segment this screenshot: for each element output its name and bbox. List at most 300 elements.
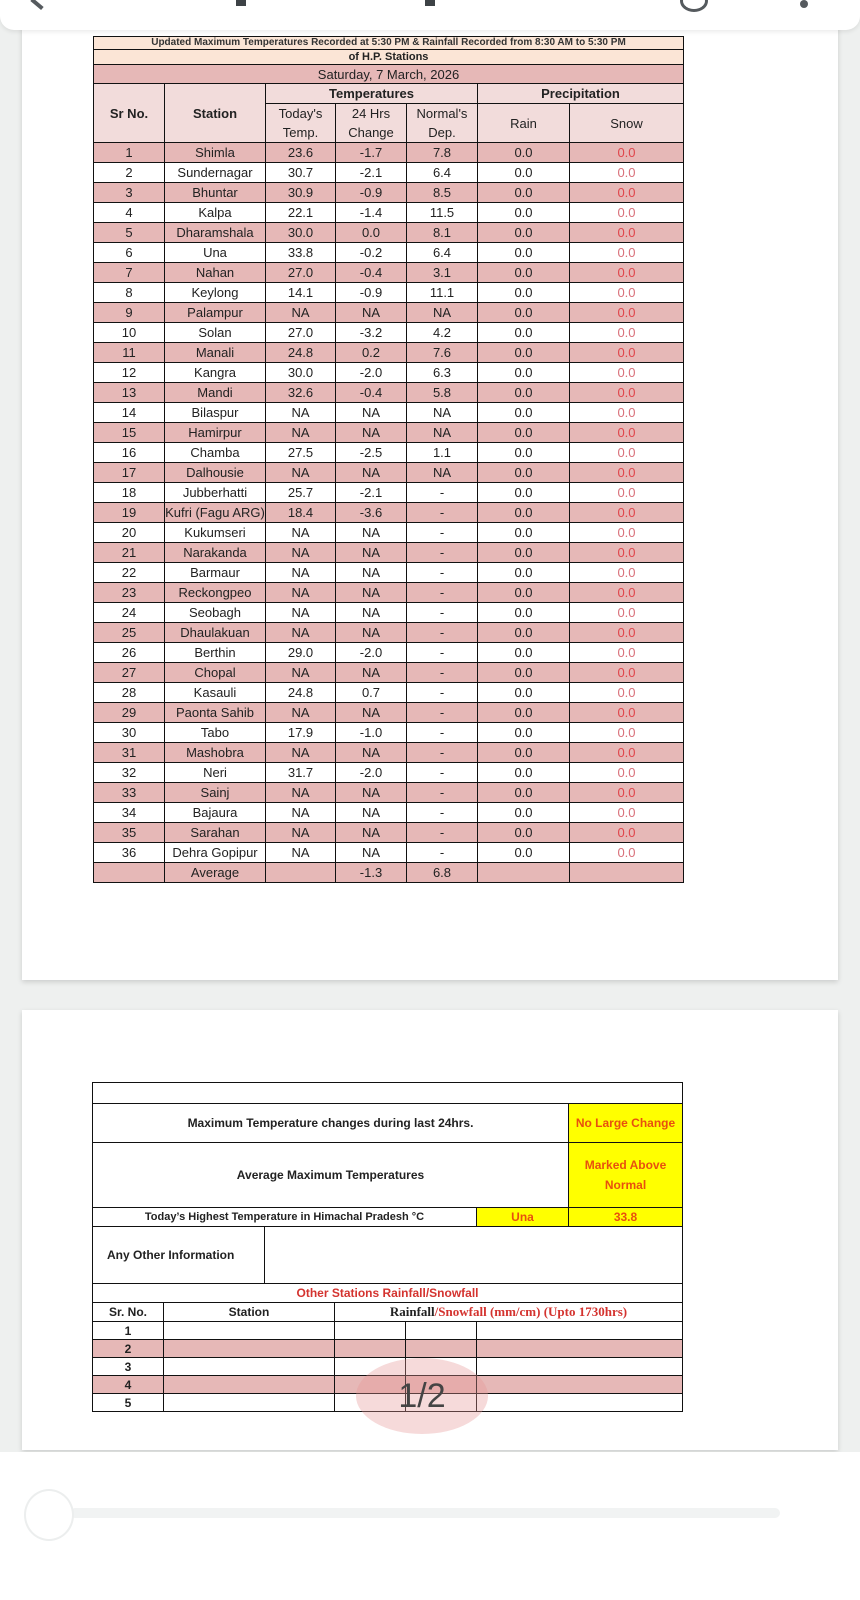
cell-todays-temp: 18.4 [266,503,336,523]
cell-normals-dep: NA [407,463,478,483]
cell-rain: 0.0 [478,563,570,583]
cell-todays-temp: NA [266,563,336,583]
cell-todays-temp: 27.0 [266,263,336,283]
cell-24hrs-change: -3.2 [336,323,407,343]
cell-sr-no: 1 [94,143,165,163]
cell-snow: 0.0 [570,283,684,303]
other-remarks-cell [477,1340,683,1358]
cell-todays-temp: NA [266,843,336,863]
cell-24hrs-change: 0.0 [336,223,407,243]
cell-rain: 0.0 [478,263,570,283]
cell-rain: 0.0 [478,283,570,303]
cell-snow: 0.0 [570,703,684,723]
cell-normals-dep: - [407,663,478,683]
table-row [94,523,684,543]
cell-station: Kukumseri [165,523,266,543]
cell-station: Shimla [165,143,266,163]
cell-sr-no: 23 [94,583,165,603]
other-snowfall-cell [406,1340,477,1358]
back-arrow-icon[interactable] [30,0,43,10]
page-scrollbar-thumb[interactable] [24,1489,74,1541]
cell-normals-dep: 6.4 [407,243,478,263]
cell-normals-dep: - [407,643,478,663]
header-todays-temp: Today's Temp. [266,104,336,143]
cell-rain: 0.0 [478,443,570,463]
cell-24hrs-change: NA [336,603,407,623]
other-info-row [93,1227,683,1284]
table-row [94,343,684,363]
cell-todays-temp: NA [266,823,336,843]
cell-sr-no: 26 [94,643,165,663]
cell-snow: 0.0 [570,223,684,243]
table-row [94,423,684,443]
cell-todays-temp: 29.0 [266,643,336,663]
cell-24hrs-change: NA [336,703,407,723]
cell-sr-no: 21 [94,543,165,563]
table-row [94,183,684,203]
cell-snow: 0.0 [570,783,684,803]
cell-rain: 0.0 [478,643,570,663]
average-label: Average [165,863,266,883]
table-row [94,723,684,743]
cell-normals-dep: - [407,563,478,583]
cell-rain: 0.0 [478,743,570,763]
cell-snow: 0.0 [570,243,684,263]
other-station-cell [164,1340,335,1358]
cell-normals-dep: - [407,483,478,503]
cell-snow: 0.0 [570,823,684,843]
units-label: (mm/cm) (Upto 1730hrs) [486,1304,628,1319]
cell-normals-dep: 6.3 [407,363,478,383]
cell-normals-dep: 7.6 [407,343,478,363]
cell-station: Sainj [165,783,266,803]
cell-normals-dep: NA [407,423,478,443]
table-row [94,823,684,843]
cell-normals-dep: 11.1 [407,283,478,303]
cell-station: Bhuntar [165,183,266,203]
cell-rain: 0.0 [478,243,570,263]
cell-sr-no: 32 [94,763,165,783]
header-rain: Rain [478,104,570,143]
cell-snow: 0.0 [570,163,684,183]
cell-normals-dep: 6.4 [407,163,478,183]
cell-snow: 0.0 [570,383,684,403]
cell-24hrs-change: 0.2 [336,343,407,363]
table-row [94,803,684,823]
cell-todays-temp: NA [266,583,336,603]
cell-normals-dep: - [407,723,478,743]
cell-station: Dalhousie [165,463,266,483]
cell-rain: 0.0 [478,483,570,503]
cell-snow: 0.0 [570,603,684,623]
cell-station: Una [165,243,266,263]
cell-24hrs-change: NA [336,403,407,423]
cell-normals-dep: - [407,603,478,623]
cell-sr-no: 20 [94,523,165,543]
cell-24hrs-change: 0.7 [336,683,407,703]
cell-sr-no: 9 [94,303,165,323]
cell-normals-dep: NA [407,403,478,423]
cell-normals-dep: - [407,623,478,643]
cell-normals-dep: 7.8 [407,143,478,163]
cell-snow: 0.0 [570,463,684,483]
cell-sr-no: 2 [94,163,165,183]
cell-rain: 0.0 [478,583,570,603]
cell-rain: 0.0 [478,403,570,423]
cell-todays-temp: 25.7 [266,483,336,503]
cell-24hrs-change: NA [336,743,407,763]
cell-sr-no: 5 [94,223,165,243]
other-snowfall-cell [406,1322,477,1340]
cell-todays-temp: NA [266,603,336,623]
cell-snow: 0.0 [570,743,684,763]
cell-sr-no: 16 [94,443,165,463]
cell-sr-no: 25 [94,623,165,643]
cell-todays-temp: NA [266,303,336,323]
header-snow: Snow [570,104,684,143]
cell-station: Seobagh [165,603,266,623]
cell-sr-no: 15 [94,423,165,443]
cell-24hrs-change: NA [336,823,407,843]
cell-todays-temp: NA [266,623,336,643]
cell-station: Kalpa [165,203,266,223]
report-title-row [94,37,684,50]
other-stations-title-row [93,1284,683,1303]
cell-sr-no: 28 [94,683,165,703]
cell-snow: 0.0 [570,403,684,423]
other-sr-no: 5 [93,1394,164,1412]
cell-rain: 0.0 [478,343,570,363]
cell-todays-temp: 27.0 [266,323,336,343]
cell-station: Neri [165,763,266,783]
cell-normals-dep: 8.1 [407,223,478,243]
cell-todays-temp: 24.8 [266,683,336,703]
table-row [94,603,684,623]
cell-station: Reckongpeo [165,583,266,603]
cell-station: Mandi [165,383,266,403]
report-date: Saturday, 7 March, 2026 [94,65,684,84]
cell-rain: 0.0 [478,223,570,243]
table-row [94,583,684,603]
table-row [94,143,684,163]
table-row [94,283,684,303]
other-rainfall-cell [335,1340,406,1358]
cell-station: Mashobra [165,743,266,763]
cell-sr-no: 10 [94,323,165,343]
cell-24hrs-change: -0.9 [336,183,407,203]
cell-empty [266,863,336,883]
cell-rain: 0.0 [478,543,570,563]
cell-normals-dep: - [407,703,478,723]
cell-sr-no: 24 [94,603,165,623]
cell-sr-no: 7 [94,263,165,283]
cell-snow: 0.0 [570,483,684,503]
cell-todays-temp: 14.1 [266,283,336,303]
document-page-1 [22,20,838,980]
table-row [94,683,684,703]
page-scrollbar-track[interactable] [70,1508,780,1518]
cell-rain: 0.0 [478,783,570,803]
cell-rain: 0.0 [478,363,570,383]
cell-todays-temp: NA [266,783,336,803]
cell-sr-no: 22 [94,563,165,583]
cell-todays-temp: 30.7 [266,163,336,183]
cell-snow: 0.0 [570,363,684,383]
cell-normals-dep: 1.1 [407,443,478,463]
cell-normals-dep: - [407,583,478,603]
other-station-cell [164,1376,335,1394]
cell-rain: 0.0 [478,843,570,863]
table-row [94,743,684,763]
other-station-cell [164,1322,335,1340]
cell-normals-dep: - [407,543,478,563]
other-sr-no-header: Sr. No. [93,1303,164,1322]
cell-sr-no: 3 [94,183,165,203]
cell-24hrs-change: -1.7 [336,143,407,163]
table-row [94,403,684,423]
cell-24hrs-change: NA [336,843,407,863]
cell-rain: 0.0 [478,423,570,443]
cell-24hrs-change: NA [336,563,407,583]
cell-rain: 0.0 [478,823,570,843]
cell-todays-temp: NA [266,543,336,563]
cell-24hrs-change: NA [336,663,407,683]
other-remarks-cell [477,1358,683,1376]
other-station-row [93,1322,683,1340]
table-row [94,763,684,783]
cell-rain: 0.0 [478,803,570,823]
cell-normals-dep: - [407,763,478,783]
cell-snow: 0.0 [570,503,684,523]
cell-todays-temp: NA [266,463,336,483]
highest-temp-row [93,1208,683,1227]
highest-temp-label: Today’s Highest Temperature in Himachal Pradesh °C [93,1208,477,1227]
report-title-row-2 [94,50,684,65]
cell-empty [94,863,165,883]
cell-snow: 0.0 [570,803,684,823]
cell-station: Dharamshala [165,223,266,243]
average-dep: 6.8 [407,863,478,883]
table-row [94,563,684,583]
cell-station: Kufri (Fagu ARG) [165,503,266,523]
cell-station: Tabo [165,723,266,743]
cell-todays-temp: 17.9 [266,723,336,743]
cell-sr-no: 29 [94,703,165,723]
avg-max-temp-label: Average Maximum Temperatures [93,1143,569,1208]
cell-station: Bilaspur [165,403,266,423]
cell-sr-no: 17 [94,463,165,483]
other-rainfall-cell [335,1322,406,1340]
other-info-label: Any Other Information [93,1227,265,1284]
snowfall-label: /Snowfall [434,1304,487,1319]
other-remarks-cell [477,1322,683,1340]
cell-normals-dep: - [407,843,478,863]
cell-sr-no: 27 [94,663,165,683]
other-station-header: Station [164,1303,335,1322]
cell-24hrs-change: NA [336,463,407,483]
cell-normals-dep: 5.8 [407,383,478,403]
avg-max-temp-row [93,1143,683,1208]
cell-rain: 0.0 [478,603,570,623]
cell-snow: 0.0 [570,723,684,743]
table-row [94,383,684,403]
other-sr-no: 4 [93,1376,164,1394]
cell-station: Bajaura [165,803,266,823]
max-temp-change-label: Maximum Temperature changes during last 24hrs. [93,1104,569,1143]
cell-normals-dep: - [407,783,478,803]
cell-24hrs-change: -2.1 [336,483,407,503]
table-row [94,503,684,523]
header-station: Station [165,84,266,143]
cell-rain: 0.0 [478,143,570,163]
cell-station: Dhaulakuan [165,623,266,643]
cell-station: Kasauli [165,683,266,703]
cell-station: Sarahan [165,823,266,843]
more-options-icon[interactable] [800,0,808,8]
other-stations-header-row [93,1303,683,1322]
cell-station: Sundernagar [165,163,266,183]
cell-rain: 0.0 [478,623,570,643]
header-row-1 [94,84,684,104]
table-row [94,223,684,243]
cell-24hrs-change: NA [336,543,407,563]
cell-snow: 0.0 [570,303,684,323]
cell-24hrs-change: -1.0 [336,723,407,743]
cell-todays-temp: NA [266,703,336,723]
cell-24hrs-change: NA [336,583,407,603]
table-row [94,643,684,663]
cell-normals-dep: 11.5 [407,203,478,223]
max-temp-change-value: No Large Change [569,1104,683,1143]
cell-snow: 0.0 [570,843,684,863]
cell-rain: 0.0 [478,523,570,543]
cell-snow: 0.0 [570,183,684,203]
report-date-row [94,65,684,84]
other-remarks-cell [477,1376,683,1394]
cell-todays-temp: 30.0 [266,223,336,243]
cell-snow: 0.0 [570,563,684,583]
other-station-cell [164,1358,335,1376]
cell-normals-dep: 3.1 [407,263,478,283]
cell-24hrs-change: NA [336,623,407,643]
cell-snow: 0.0 [570,523,684,543]
cell-sr-no: 8 [94,283,165,303]
header-normals-dep: Normal's Dep. [407,104,478,143]
report-title-line1: Updated Maximum Temperatures Recorded at 5:30 PM & Rainfall Recorded from 8:30 AM to 5:30 PM [94,37,684,50]
cell-rain: 0.0 [478,303,570,323]
cell-todays-temp: 33.8 [266,243,336,263]
cell-snow: 0.0 [570,663,684,683]
rainfall-snowfall-header [335,1303,683,1322]
cell-todays-temp: NA [266,743,336,763]
cell-todays-temp: 30.0 [266,363,336,383]
cell-station: Paonta Sahib [165,703,266,723]
cell-24hrs-change: -0.2 [336,243,407,263]
header-24hrs-change: 24 Hrs Change [336,104,407,143]
page-indicator: 1/2 [356,1358,488,1434]
cell-todays-temp: NA [266,803,336,823]
other-sr-no: 1 [93,1322,164,1340]
cell-sr-no: 12 [94,363,165,383]
cell-todays-temp: 32.6 [266,383,336,403]
cell-24hrs-change: -0.4 [336,383,407,403]
cell-snow: 0.0 [570,643,684,663]
other-stations-title: Other Stations Rainfall/Snowfall [93,1284,683,1303]
cell-todays-temp: 27.5 [266,443,336,463]
cell-rain: 0.0 [478,723,570,743]
page-view-icon[interactable] [236,0,246,6]
cell-24hrs-change: NA [336,523,407,543]
cell-rain: 0.0 [478,383,570,403]
cell-todays-temp: NA [266,663,336,683]
other-info-value [265,1227,683,1284]
cell-rain: 0.0 [478,203,570,223]
cell-station: Nahan [165,263,266,283]
cell-snow: 0.0 [570,263,684,283]
cell-24hrs-change: -2.0 [336,763,407,783]
cell-station: Chamba [165,443,266,463]
cell-station: Chopal [165,663,266,683]
cell-24hrs-change: NA [336,303,407,323]
cell-normals-dep: - [407,503,478,523]
other-sr-no: 2 [93,1340,164,1358]
cell-sr-no: 34 [94,803,165,823]
cell-station: Berthin [165,643,266,663]
cell-todays-temp: NA [266,523,336,543]
cell-rain: 0.0 [478,703,570,723]
highest-temp-value: 33.8 [569,1208,683,1227]
cell-empty [570,863,684,883]
cell-rain: 0.0 [478,503,570,523]
cell-sr-no: 18 [94,483,165,503]
cell-station: Solan [165,323,266,343]
cell-24hrs-change: -2.5 [336,443,407,463]
cell-station: Kangra [165,363,266,383]
cell-sr-no: 19 [94,503,165,523]
cell-station: Hamirpur [165,423,266,443]
search-icon[interactable] [680,0,708,12]
cell-snow: 0.0 [570,623,684,643]
cell-normals-dep: - [407,683,478,703]
cell-station: Manali [165,343,266,363]
header-temperatures: Temperatures [266,84,478,104]
cell-sr-no: 13 [94,383,165,403]
cell-empty [478,863,570,883]
cell-sr-no: 14 [94,403,165,423]
cell-24hrs-change: -0.9 [336,283,407,303]
cell-todays-temp: 30.9 [266,183,336,203]
cell-normals-dep: - [407,743,478,763]
cell-station: Barmaur [165,563,266,583]
other-station-row [93,1340,683,1358]
table-row [94,303,684,323]
cell-sr-no: 30 [94,723,165,743]
report-title-line2: of H.P. Stations [94,50,684,65]
cell-snow: 0.0 [570,443,684,463]
cell-snow: 0.0 [570,343,684,363]
page-view-icon[interactable] [425,0,435,6]
table-row [94,843,684,863]
table-row [94,323,684,343]
cell-sr-no: 35 [94,823,165,843]
cell-sr-no: 36 [94,843,165,863]
cell-todays-temp: 31.7 [266,763,336,783]
table-row [94,163,684,183]
cell-station: Palampur [165,303,266,323]
table-row [94,483,684,503]
cell-todays-temp: 24.8 [266,343,336,363]
cell-normals-dep: 8.5 [407,183,478,203]
